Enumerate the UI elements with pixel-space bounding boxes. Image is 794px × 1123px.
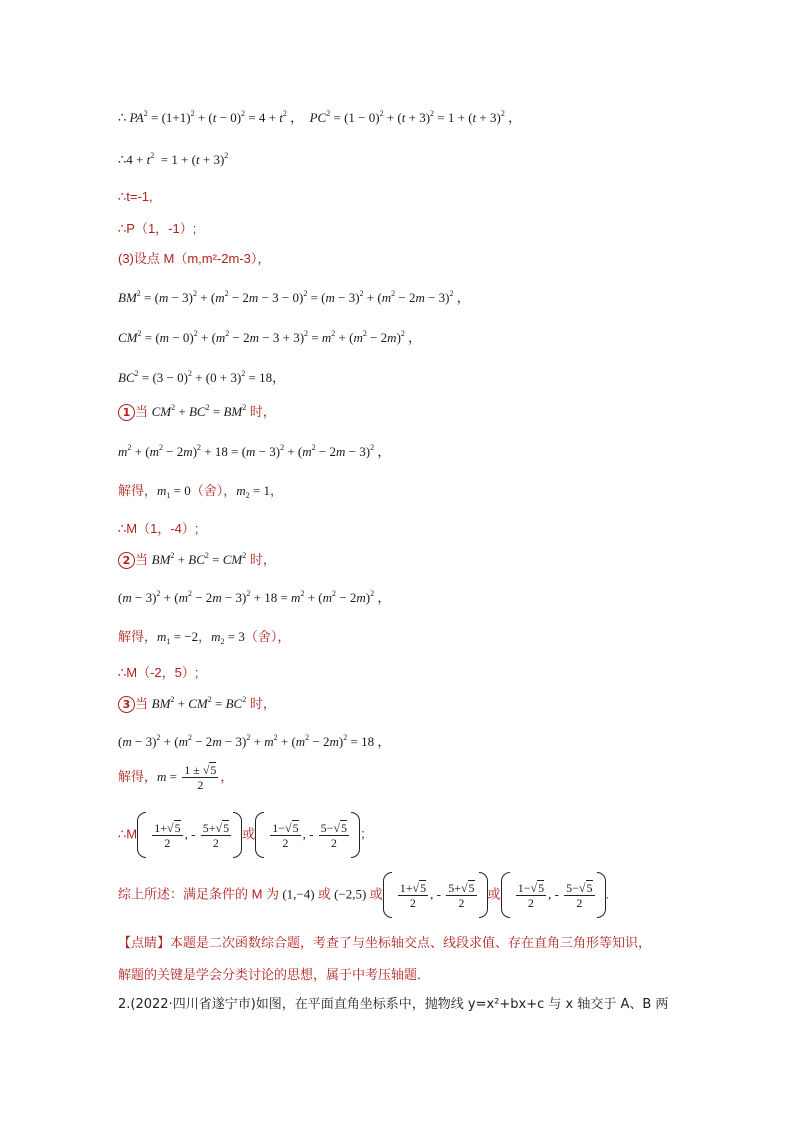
result-p: ∴P（1，-1）; [118, 221, 197, 236]
conclusion: 综上所述：满足条件的 M 为 (1,−4) 或 (−2,5) 或 $\frac{1+√5}{2}$ , - $\frac{5+√5}{2}$ 或 $\frac{1-√5}{2}$ , - $\frac{5-√5}{2}$ . [118, 872, 609, 918]
equation-t: ∴4 + $t^2 = 1 + (t + 3)^2$ [118, 151, 229, 167]
key-point: 【点睛】本题是二次函数综合题，考查了与坐标轴交点、线段求值、存在直角三角形等知识， [118, 935, 652, 950]
case-2-marker: 2 [118, 552, 135, 569]
equation-bc: $BC^2 = (3 - 0)^2 + (0 + 3)^2 = 18$， [118, 369, 286, 385]
solution-case-1: 解得，$m_1 = 0$（舍），$m_2 = 1$， [118, 483, 284, 500]
fraction: $\frac{1+√5}{2}$ [154, 820, 181, 850]
fraction: $\frac{1-√5}{2}$ [517, 880, 545, 910]
case-1-marker: 1 [118, 404, 135, 421]
solution-case-3: 解得，m = $\frac{1 \pm √5}{2}$ ， [118, 763, 234, 792]
equation-pa-pc: ∴ $PA^2 = (1+1)^2 + (t - 0)^2 = 4 + t^2$ ， $PC^2 = (1 - 0)^2 + (t + 3)^2 = 1 + (t + 3)^2$ ， [118, 109, 522, 125]
case-3-marker: 3 [118, 696, 135, 713]
fraction: $\frac{5+√5}{2}$ [448, 880, 475, 910]
case-1-header: 1 当 $CM^2 + BC^2 = BM^2$ 时， [118, 404, 276, 421]
case-2-header: 2 当 $BM^2 + BC^2 = CM^2$ 时， [118, 552, 276, 569]
fraction: $\frac{1 \pm √5}{2}$ [184, 763, 217, 792]
result-case-3: ∴M $\frac{1+√5}{2}$ , - $\frac{5+√5}{2}$ 或 $\frac{1-√5}{2}$ , - $\frac{5-√5}{2}$ ； [118, 812, 373, 858]
key-point-continued: 解题的关键是学会分类讨论的思想，属于中考压轴题． [118, 967, 431, 982]
result-case-1: ∴M（1，-4）; [118, 521, 199, 536]
solution-case-2: 解得，$m_1 = -2$，$m_2 = 3$（舍）， [118, 629, 291, 646]
equation-case-2: $(m - 3)^2 + (m^2 - 2m - 3)^2 + 18 = m^2 + (m^2 - 2m)^2$ ， [118, 589, 391, 605]
result-t: ∴t=-1, [118, 189, 153, 204]
next-question: 2.(2022·四川省遂宁市)如图，在平面直角坐标系中，抛物线 y=x²+bx+c 与 x 轴交于 A、B 两 [118, 997, 669, 1012]
result-case-2: ∴M（-2，5）; [118, 665, 199, 680]
fraction: $\frac{1-√5}{2}$ [272, 820, 299, 850]
fraction: $\frac{5-√5}{2}$ [320, 820, 348, 850]
equation-case-3: $(m - 3)^2 + (m^2 - 2m - 3)^2 + m^2 + (m^2 - 2m)^2 = 18$ ， [118, 733, 391, 749]
equation-bm: $BM^2 = (m - 3)^2 + (m^2 - 2m - 3 - 0)^2 = (m - 3)^2 + (m^2 - 2m - 3)^2$ ， [118, 289, 470, 305]
part-3-intro: (3)设点 M（m,m²-2m-3）， [118, 251, 271, 266]
case-3-header: 3 当 $BM^2 + CM^2 = BC^2$ 时， [118, 696, 276, 713]
equation-case-1: $m^2 + (m^2 - 2m)^2 + 18 = (m - 3)^2 + (m^2 - 2m - 3)^2$ ， [118, 443, 391, 459]
equation-cm: $CM^2 = (m - 0)^2 + (m^2 - 2m - 3 + 3)^2 = m^2 + (m^2 - 2m)^2$ ， [118, 329, 422, 345]
fraction: $\frac{5+√5}{2}$ [202, 820, 230, 850]
fraction: $\frac{5-√5}{2}$ [566, 880, 593, 910]
fraction: $\frac{1+√5}{2}$ [399, 880, 427, 910]
